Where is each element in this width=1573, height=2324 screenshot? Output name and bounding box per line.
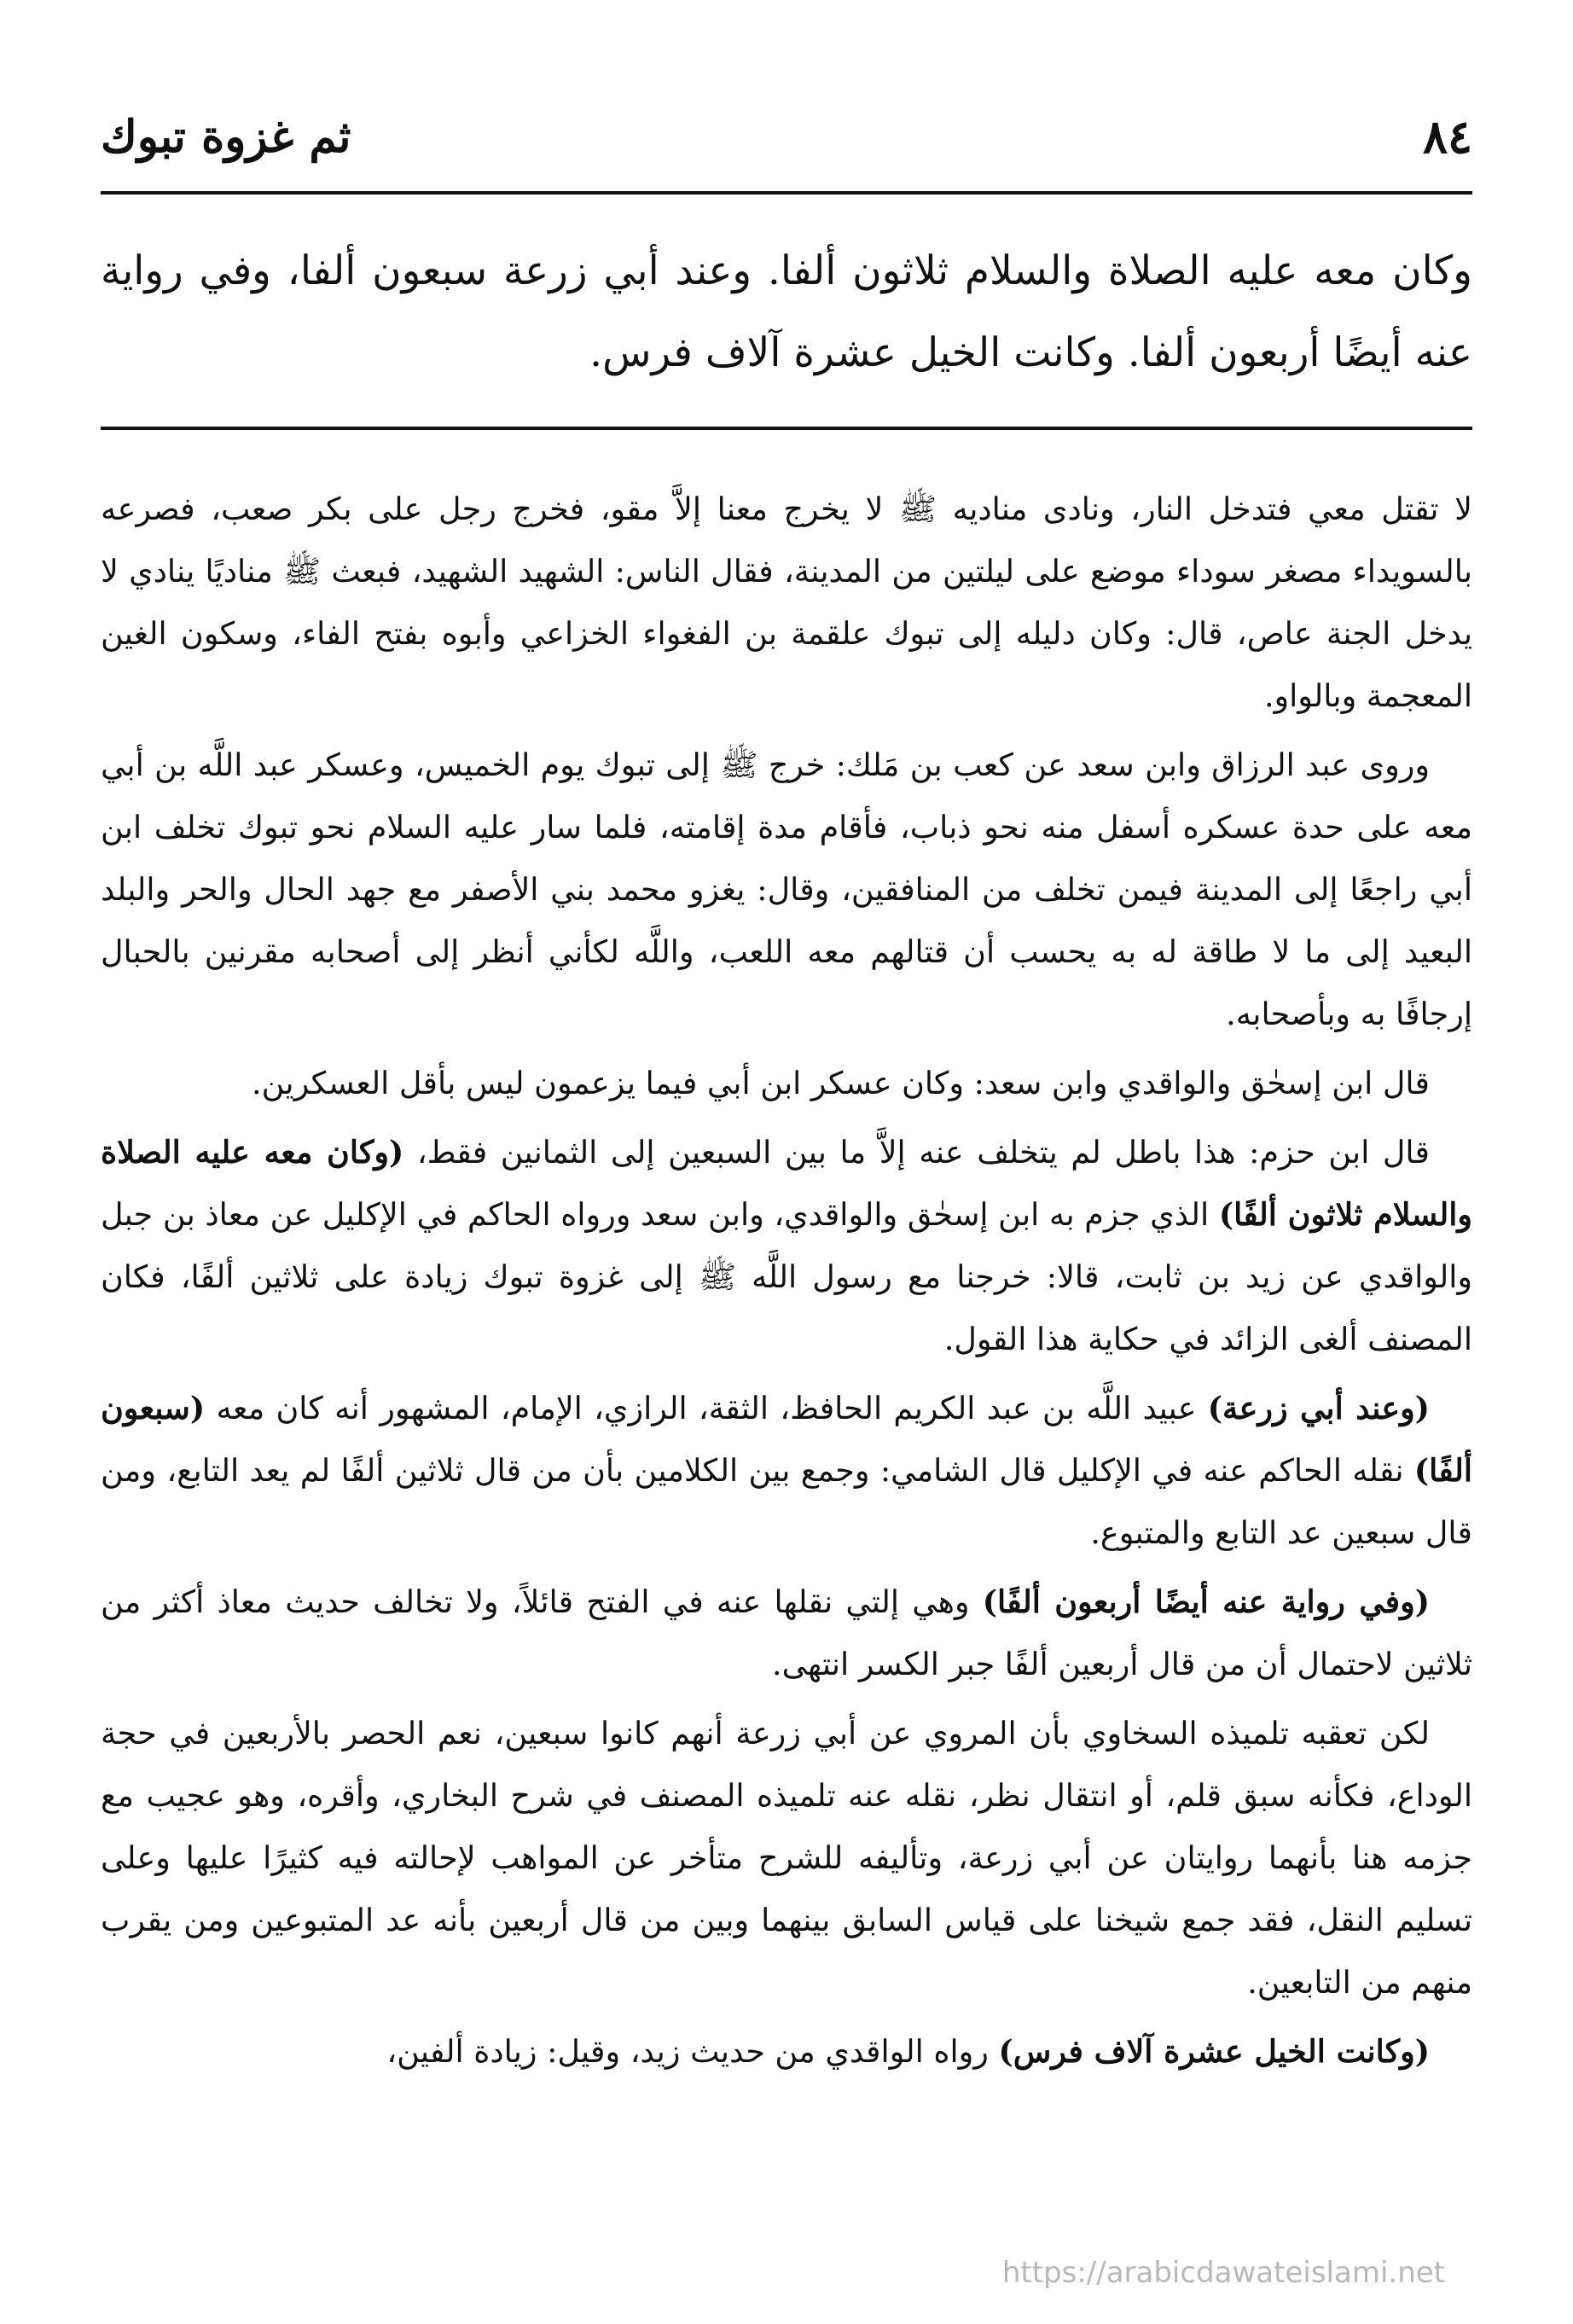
quoted-matn: (وفي رواية عنه أيضًا أربعون ألفًا): [982, 1583, 1430, 1620]
paragraph: [101, 1377, 1472, 1564]
page-number: ٨٤: [1422, 109, 1472, 164]
paragraph-text: قال ابن حزم: هذا باطل لم يتخلف عنه إلاَّ ما بين السبعين إلى الثمانين فقط،: [403, 1134, 1431, 1171]
page-header: [101, 102, 1472, 171]
running-title: ثم غزوة تبوك: [101, 110, 351, 163]
paragraph: وروى عبد الرزاق وابن سعد عن كعب بن مَلك: خرج ﷺ إلى تبوك يوم الخميس، وعسكر عبد اللَّه بن أبي معه على حدة عسكره أسفل منه نحو ذباب، فأقام مدة إقامته، فلما سار عليه السلام نحو تبوك تخلف ابن أبي راجعًا إلى المدينة فيمن تخلف من المنافقين، وقال: يغزو محمد بني الأصفر مع جهد الحال والحر والبلد البعيد إلى ما لا طاقة له به يحسب أن قتالهم معه اللعب، واللَّه لكأني أنظر إلى أصحابه مقرنين بالحبال إرجافًا به وبأصحابه.: [101, 747, 1472, 1032]
header-rule: [101, 191, 1472, 195]
paragraph-text: عبيد اللَّه بن عبد الكريم الحافظ، الثقة، الرازي، الإمام، المشهور أنه كان معه: [205, 1390, 1208, 1426]
quoted-matn: (وكان معه عليه الصلاة والسلام ثلاثون ألفًا): [101, 1134, 1472, 1233]
paragraph: [101, 1121, 1472, 1370]
quoted-matn: (سبعون ألفًا): [101, 1390, 1472, 1489]
commentary: [101, 478, 1472, 2089]
paragraph: [101, 1571, 1472, 1695]
matn-text: وكان معه عليه الصلاة والسلام ثلاثون ألفا. وعند أبي زرعة سبعون ألفا، وفي رواية عنه أيضًا أربعون ألفا. وكانت الخيل عشرة آلاف فرس.: [101, 247, 1472, 376]
paragraph-text: نقله الحاكم عنه في الإكليل قال الشامي: وجمع بين الكلامين بأن من قال ثلاثين ألفًا لم يعد التابع، ومن قال سبعين عد التابع والمتبوع.: [101, 1452, 1472, 1551]
paragraph: لكن تعقبه تلميذه السخاوي بأن المروي عن أبي زرعة أنهم كانوا سبعين، نعم الحصر بالأربعين في حجة الوداع، فكأنه سبق قلم، أو انتقال نظر، نقله عنه تلميذه المصنف في شرح البخاري، وأقره، وهو عجيب مع جزمه هنا بأنهما روايتان عن أبي زرعة، وتأليفه للشرح متأخر عن المواهب لإحالته فيه كثيرًا عليها وعلى تسليم النقل، فقد جمع شيخنا على قياس السابق بينهما وبين من قال أربعين بأنه عد المتبوعين ومن يقرب منهم من التابعين.: [101, 1715, 1472, 2001]
paragraph: [101, 2020, 1472, 2083]
watermark-url: https://arabicdawateislami.net: [1001, 2256, 1445, 2290]
paragraph: قال ابن إسحٰق والواقدي وابن سعد: وكان عسكر ابن أبي فيما يزعمون ليس بأقل العسكرين.: [252, 1065, 1430, 1101]
paragraph-text: وهي إلتي نقلها عنه في الفتح قائلاً، ولا تخالف حديث معاذ أكثر من ثلاثين لاحتمال أن من قال أربعين ألفًا جبر الكسر انتهى.: [101, 1583, 1472, 1682]
quoted-matn: (وعند أبي زرعة): [1207, 1390, 1430, 1426]
paragraph-text: الذي جزم به ابن إسحٰق والواقدي، وابن سعد ورواه الحاكم في الإكليل عن معاذ بن جبل والواقدي عن زيد بن ثابت، قالا: خرجنا مع رسول اللَّه ﷺ إلى غزوة تبوك زيادة على ثلاثين ألفًا، فكان المصنف ألغى الزائد في حكاية هذا القول.: [101, 1196, 1472, 1357]
paragraph-text: رواه الواقدي من حديث زيد، وقيل: زيادة ألفين،: [386, 2033, 999, 2070]
paragraph: لا تقتل معي فتدخل النار، ونادى مناديه ﷺ لا يخرج معنا إلاَّ مقو، فخرج رجل على بكر صعب، فصرعه بالسويداء مصغر سوداء موضع على ليلتين من المدينة، فقال الناس: الشهيد الشهيد، فبعث ﷺ مناديًا ينادي لا يدخل الجنة عاص، قال: وكان دليله إلى تبوك علقمة بن الفغواء الخزاعي وأبوه بفتح الفاء، وسكون الغين المعجمة وبالواو.: [101, 491, 1472, 714]
matn-rule: [101, 427, 1472, 430]
quoted-matn: (وكانت الخيل عشرة آلاف فرس): [998, 2033, 1430, 2070]
